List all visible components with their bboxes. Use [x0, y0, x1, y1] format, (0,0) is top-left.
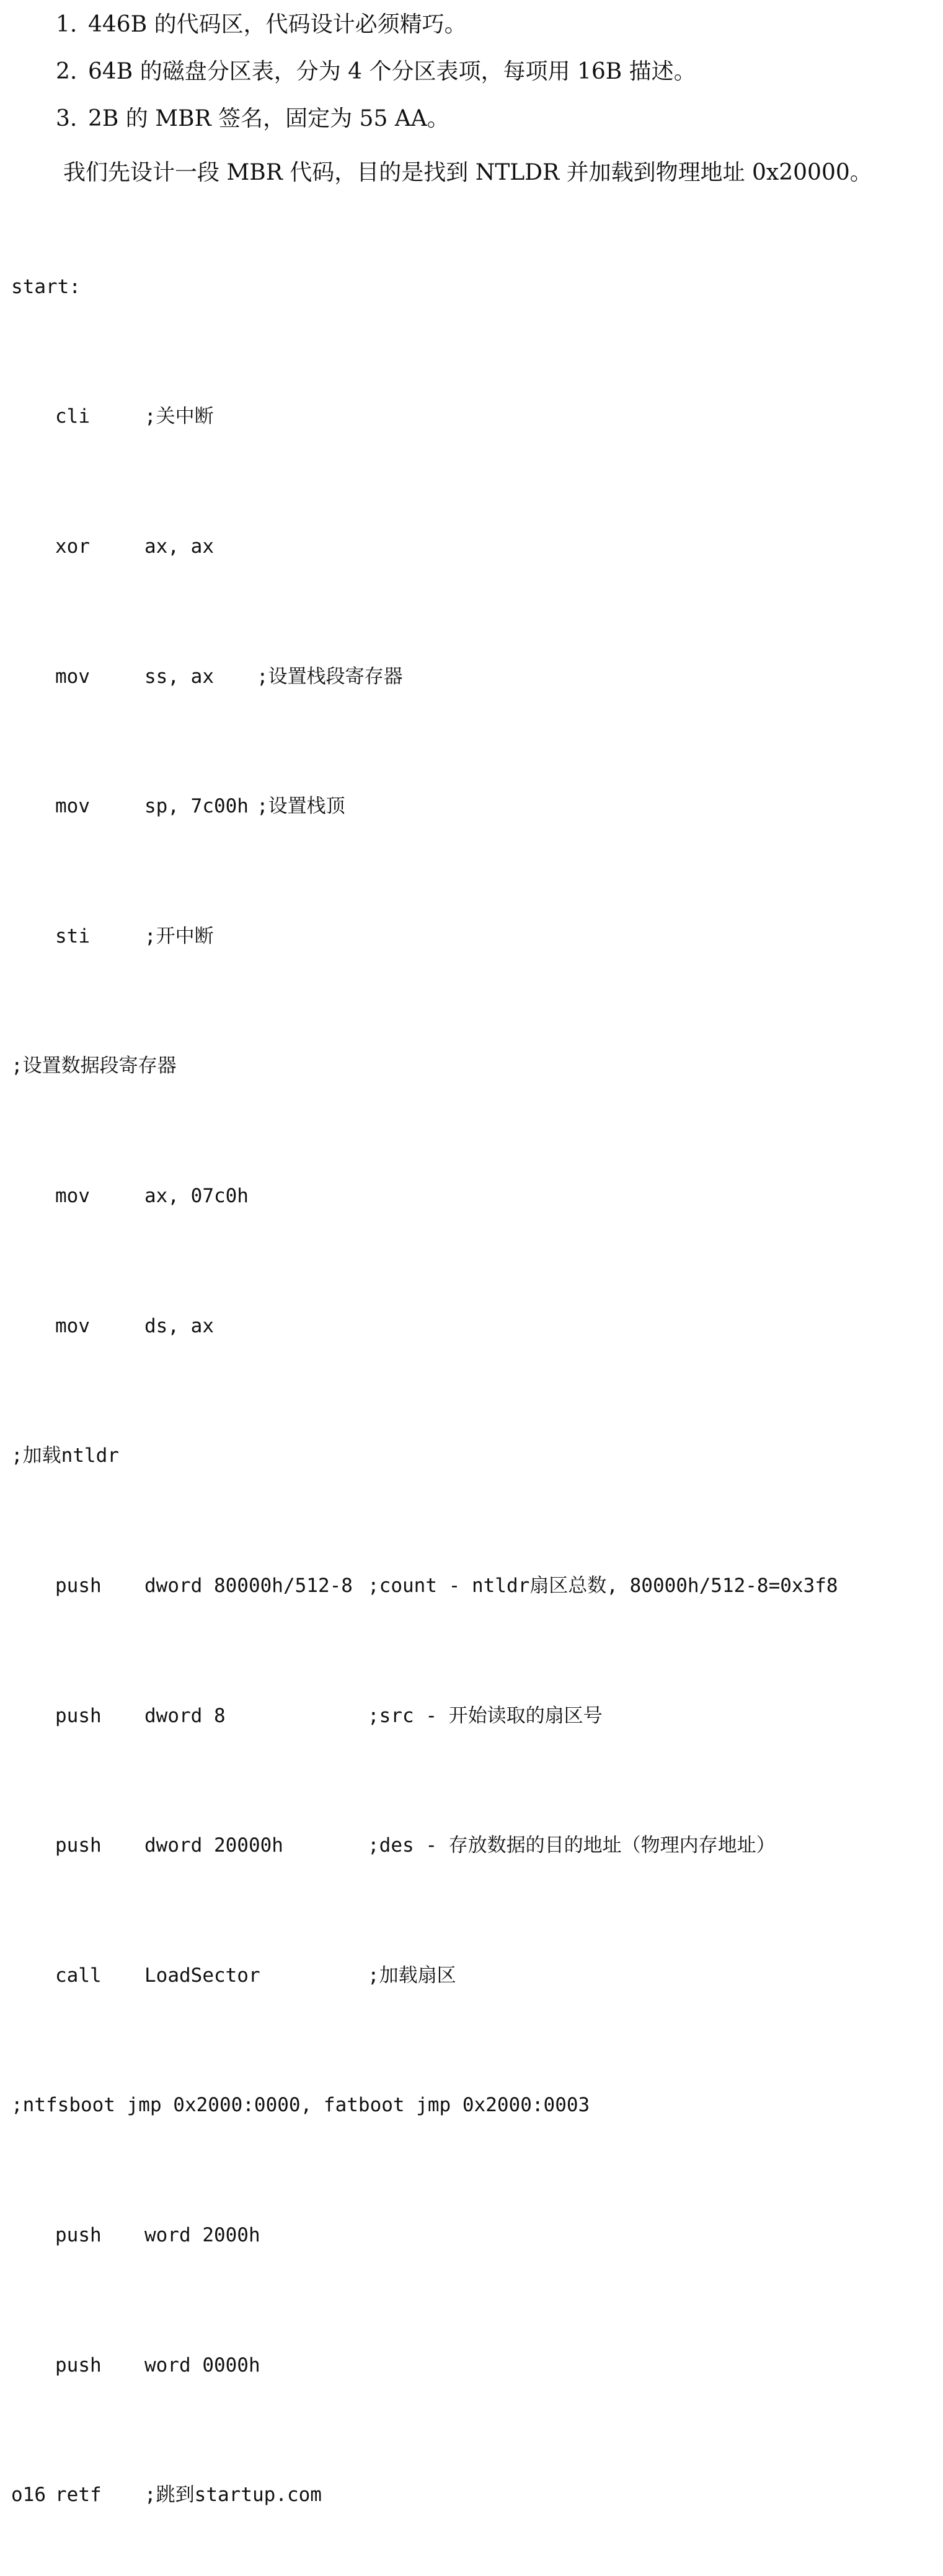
code-op: push: [55, 1834, 102, 1857]
code-comment: ;加载扇区: [368, 1964, 456, 1987]
code-operand: dword 80000h/512-8: [144, 1574, 353, 1597]
code-section-comment: ;设置数据段寄存器: [11, 1055, 177, 1078]
code-op: mov: [55, 1314, 90, 1337]
list-text: 64B 的磁盘分区表，分为 4 个分区表项，每项用 16B 描述。: [88, 59, 696, 84]
code-comment: ;count - ntldr扇区总数, 80000h/512-8=0x3f8: [368, 1574, 838, 1597]
code-op: xor: [55, 535, 90, 558]
code-operand: ax, 07c0h: [144, 1185, 249, 1208]
code-operand: sp, 7c00h: [144, 795, 249, 818]
code-comment: ;设置栈段寄存器: [257, 665, 403, 688]
code-operand: ds, ax: [144, 1314, 214, 1337]
code-op: push: [55, 1574, 102, 1597]
code-op: mov: [55, 795, 90, 818]
code-line: [11, 530, 838, 563]
code-line: [11, 2219, 838, 2251]
code-comment: ;src - 开始读取的扇区号: [368, 1704, 603, 1727]
body-paragraph: 我们先设计一段 MBR 代码，目的是找到 NTLDR 并加载到物理地址 0x20000。: [63, 160, 872, 185]
code-prefix: o16: [11, 2484, 46, 2507]
list-text: 2B 的 MBR 签名，固定为 55 AA。: [88, 106, 449, 131]
code-label: start:: [11, 275, 81, 298]
code-comment: ;跳到startup.com: [144, 2484, 322, 2507]
code-operand: word 2000h: [144, 2223, 260, 2246]
list-item: [56, 56, 696, 103]
code-comment: ;des - 存放数据的目的地址（物理内存地址）: [368, 1834, 776, 1857]
list-number: 1.: [56, 12, 77, 37]
code-line: [11, 1180, 838, 1212]
code-comment: ;关中断: [144, 405, 214, 428]
code-op: sti: [55, 925, 90, 947]
list-item: [56, 9, 696, 56]
code-section-comment: ;加载ntldr: [11, 1444, 119, 1467]
code-line: [11, 400, 838, 433]
code-op: call: [55, 1964, 102, 1987]
code-op: retf: [55, 2484, 102, 2507]
code-operand: LoadSector: [144, 1964, 260, 1987]
code-comment: ;开中断: [144, 925, 214, 947]
code-line: [11, 2349, 838, 2381]
code-line: [11, 920, 838, 952]
list-number: 2.: [56, 59, 77, 84]
code-line: [11, 1959, 838, 1992]
code-operand: dword 20000h: [144, 1834, 283, 1857]
code-line: [11, 790, 838, 822]
code-op: cli: [55, 405, 90, 428]
code-listing: [11, 206, 838, 2576]
code-op: push: [55, 2354, 102, 2376]
code-operand: ss, ax: [144, 665, 214, 688]
code-op: push: [55, 2223, 102, 2246]
code-line: [11, 661, 838, 693]
code-line: [11, 1570, 838, 1602]
list-item: [56, 103, 696, 150]
code-section-comment: ;ntfsboot jmp 0x2000:0000, fatboot jmp 0x2000:0003: [11, 2094, 590, 2117]
code-comment: ;设置栈顶: [257, 795, 345, 818]
code-line: [11, 1700, 838, 1732]
code-line: [11, 2479, 838, 2511]
list-text: 446B 的代码区，代码设计必须精巧。: [88, 12, 467, 37]
code-op: mov: [55, 665, 90, 688]
code-operand: word 0000h: [144, 2354, 260, 2376]
list-number: 3.: [56, 106, 77, 131]
code-operand: ax, ax: [144, 535, 214, 558]
code-operand: dword 8: [144, 1704, 226, 1727]
code-line: [11, 1310, 838, 1342]
code-op: mov: [55, 1185, 90, 1208]
code-op: push: [55, 1704, 102, 1727]
numbered-list: [56, 9, 696, 150]
code-line: [11, 1829, 838, 1862]
